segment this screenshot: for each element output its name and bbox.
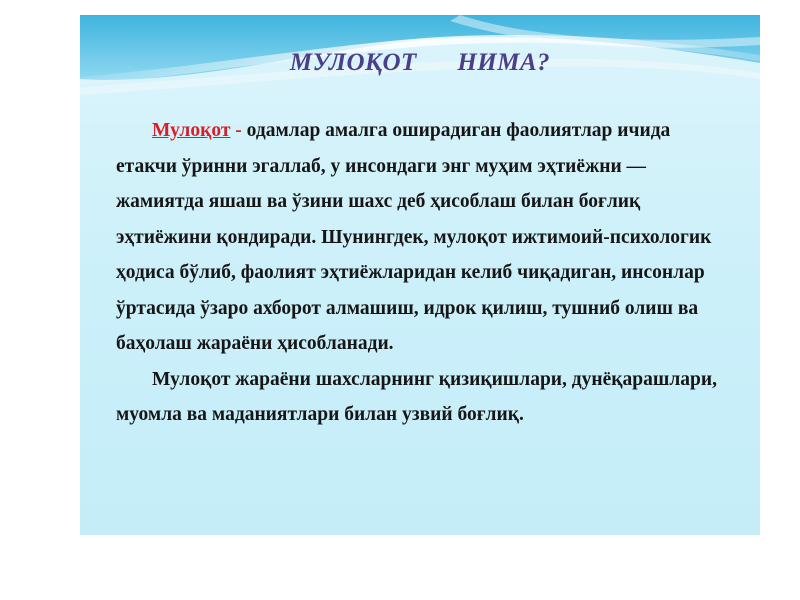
term-separator: - bbox=[230, 120, 247, 141]
slide bbox=[80, 15, 760, 535]
paragraph-1-text: одамлар амалга оширадиган фаолиятлар ичида етакчи ўринни эгаллаб, у инсондаги энг муҳим эҳтиёжни — жамиятда яшаш ва ўзини шахс деб ҳисоблаш билан боғлиқ эҳтиёжини қондиради. Шунингдек, мулоқот ижтимоий-психологик ҳодиса бўлиб, фаолият эҳтиёжларидан келиб чиқадиган, инсонлар ўртасида ўзаро ахборот алмашиш, идрок қилиш, тушниб олиш ва баҳолаш жараёни ҳисобланади. bbox=[116, 120, 712, 354]
paragraph-2: Мулоқот жараёни шахсларнинг қизиқишлари, дунёқарашлари, муомла ва маданиятлари билан узвий боғлиқ. bbox=[116, 368, 717, 425]
slide-title: МУЛОҚОТ НИМА? bbox=[289, 49, 551, 76]
highlighted-term: Мулоқот bbox=[152, 120, 231, 141]
paragraph-1 bbox=[116, 113, 736, 362]
slide-body bbox=[116, 113, 736, 433]
